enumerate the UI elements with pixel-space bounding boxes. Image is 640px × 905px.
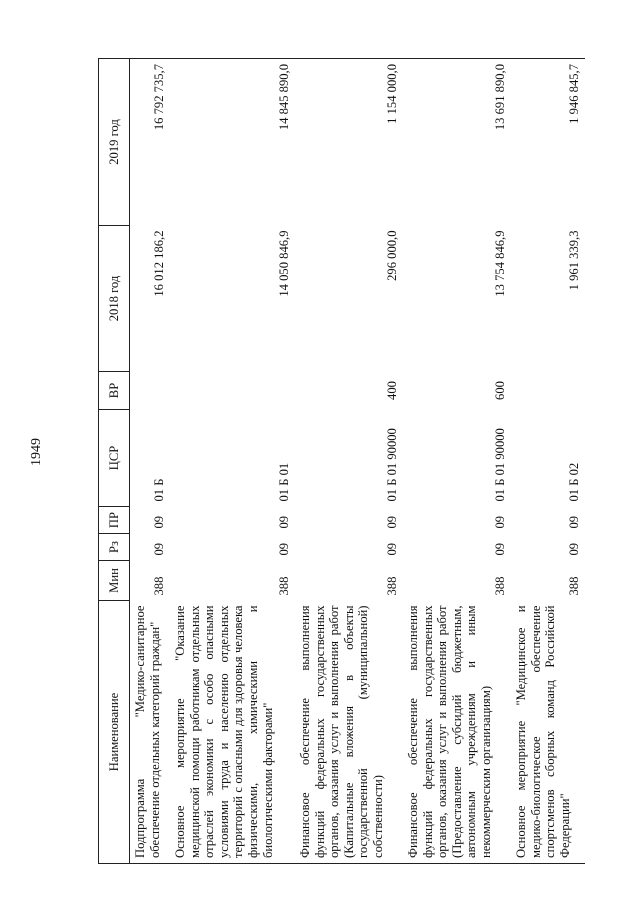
page-number: 1949 bbox=[29, 438, 44, 466]
cell-pr: 09 bbox=[277, 515, 292, 529]
table-header-row bbox=[99, 59, 130, 864]
cell-min: 388 bbox=[152, 576, 167, 596]
table-row bbox=[130, 59, 170, 864]
cell-min: 388 bbox=[493, 576, 508, 596]
header-name: Наименование bbox=[99, 601, 130, 864]
cell-rz: 09 bbox=[567, 542, 582, 556]
cell-name: Основное мероприятие "Медицинское и медико-биологическое обеспечение спортсменов сборных команд Российской Федерации" bbox=[511, 601, 585, 864]
cell-csr: 01 Б 01 90000 bbox=[493, 428, 508, 502]
cell-min: 388 bbox=[385, 576, 400, 596]
budget-table bbox=[98, 58, 585, 864]
cell-vr bbox=[511, 372, 585, 410]
cell-csr: 01 Б bbox=[152, 478, 167, 502]
cell-pr: 09 bbox=[567, 515, 582, 529]
header-2019: 2019 год bbox=[99, 59, 130, 226]
cell-pr: 09 bbox=[385, 515, 400, 529]
cell-rz: 09 bbox=[152, 542, 167, 556]
budget-table-container bbox=[98, 59, 585, 864]
cell-2019: 1 946 845,7 bbox=[511, 59, 585, 226]
cell-min: 388 bbox=[277, 576, 292, 596]
cell-2018: 296 000,0 bbox=[385, 230, 400, 281]
cell-rz: 09 bbox=[493, 542, 508, 556]
cell-2018: 13 754 846,9 bbox=[493, 230, 508, 297]
table-row bbox=[511, 59, 585, 864]
cell-name: Финансовое обеспечение выполнения функций федеральных государственных органов, оказания услуг и выполнения работ (Предоставление субсидий бюджетным, автономным учреждениям и иным некоммерческим организациям) bbox=[403, 601, 511, 864]
table-row bbox=[295, 59, 403, 864]
cell-csr: 01 Б 01 90000 bbox=[385, 428, 400, 502]
cell-2019: 13 691 890,0 bbox=[403, 59, 511, 226]
cell-rz: 09 bbox=[385, 542, 400, 556]
cell-vr: 600 bbox=[493, 381, 508, 400]
cell-name: Подпрограмма "Медико-санитарное обеспечение отдельных категорий граждан" bbox=[130, 601, 170, 864]
cell-2019: 1 154 000,0 bbox=[295, 59, 403, 226]
cell-name: Финансовое обеспечение выполнения функций федеральных государственных органов, оказания услуг и выполнения работ (Капитальные вложения в объекты государственной (муниципальной) собственности) bbox=[295, 601, 403, 864]
cell-2019: 14 845 890,0 bbox=[170, 59, 295, 226]
cell-2018: 16 012 186,2 bbox=[152, 230, 167, 297]
cell-2018: 1 961 339,3 bbox=[567, 230, 582, 291]
cell-vr bbox=[170, 372, 295, 410]
header-vr: ВР bbox=[99, 372, 130, 410]
cell-pr: 09 bbox=[493, 515, 508, 529]
cell-name: Основное мероприятие "Оказание медицинской помощи работникам отдельных отраслей экономики с особо опасными условиями труда и населению отдельных территорий с опасными для здоровья человека физическими, химическими и биологическими факторами" bbox=[170, 601, 295, 864]
cell-min: 388 bbox=[567, 576, 582, 596]
cell-csr: 01 Б 01 bbox=[277, 462, 292, 502]
cell-csr: 01 Б 02 bbox=[567, 462, 582, 502]
cell-2019: 16 792 735,7 bbox=[130, 59, 170, 226]
cell-vr: 400 bbox=[385, 381, 400, 400]
header-min: Мин bbox=[99, 561, 130, 601]
header-pr: ПР bbox=[99, 507, 130, 534]
header-2018: 2018 год bbox=[99, 226, 130, 372]
header-rz: Рз bbox=[99, 534, 130, 561]
cell-rz: 09 bbox=[277, 542, 292, 556]
cell-vr bbox=[130, 372, 170, 410]
cell-pr: 09 bbox=[152, 515, 167, 529]
header-csr: ЦСР bbox=[99, 410, 130, 507]
table-row bbox=[170, 59, 295, 864]
cell-2018: 14 050 846,9 bbox=[277, 230, 292, 297]
table-row bbox=[403, 59, 511, 864]
